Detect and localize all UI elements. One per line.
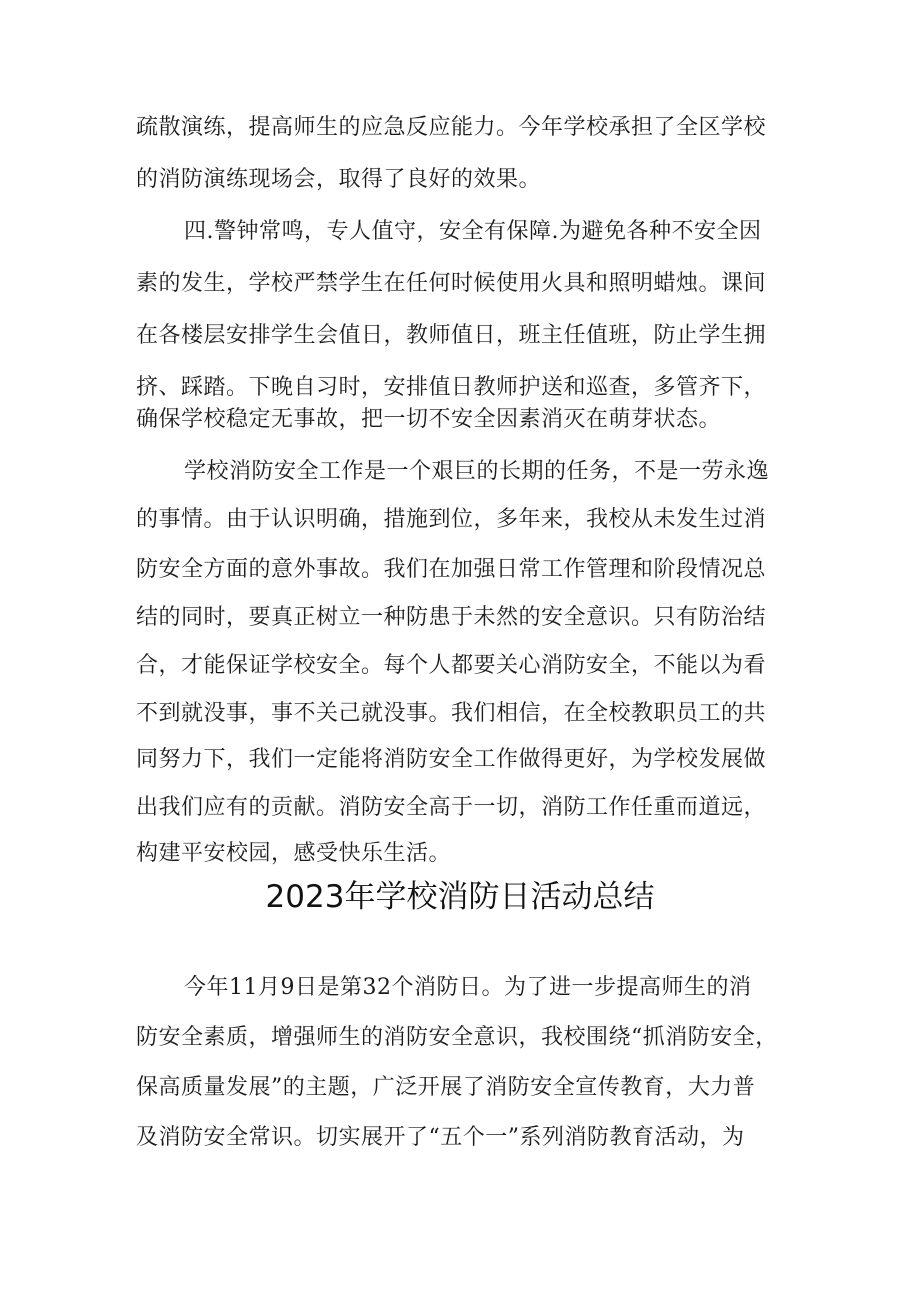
paragraph-line: 不到就没事，事不关己就没事。我们相信，在全校教职员工的共 bbox=[136, 701, 767, 726]
paragraph-line: 的事情。由于认识明确，措施到位，多年来，我校从未发生过消 bbox=[136, 507, 767, 532]
paragraph-line: 学校消防安全工作是一个艰巨的长期的任务，不是一劳永逸 bbox=[184, 459, 770, 484]
paragraph-line: 防安全素质，增强师生的消防安全意识，我校围绕“抓消防安全， bbox=[136, 1025, 778, 1050]
paragraph-line: 疏散演练，提高师生的应急反应能力。今年学校承担了全区学校 bbox=[136, 115, 767, 140]
paragraph-line: 保高质量发展”的主题，广泛开展了消防安全宣传教育，大力普 bbox=[136, 1075, 756, 1100]
paragraph-line: 今年11月9日是第32个消防日。为了进一步提高师生的消 bbox=[184, 975, 752, 1000]
paragraph-line: 的消防演练现场会，取得了良好的效果。 bbox=[136, 167, 542, 192]
paragraph-line: 及消防安全常识。切实展开了“五个一”系列消防教育活动，为 bbox=[136, 1125, 745, 1150]
paragraph-line: 结的同时，要真正树立一种防患于未然的安全意识。只有防治结 bbox=[136, 605, 767, 630]
paragraph-line: 同努力下，我们一定能将消防安全工作做得更好，为学校发展做 bbox=[136, 747, 767, 772]
paragraph-line: 素的发生，学校严禁学生在任何时候使用火具和照明蜡烛。课间 bbox=[136, 271, 767, 296]
page-title: 2023年学校消防日活动总结 bbox=[265, 879, 655, 915]
paragraph-line: 挤、踩踏。下晚自习时，安排值日教师护送和巡查，多管齐下， bbox=[136, 375, 767, 400]
paragraph-line: 合，才能保证学校安全。每个人都要关心消防安全，不能以为看 bbox=[136, 653, 767, 678]
paragraph-line: 四.警钟常鸣，专人值守，安全有保障.为避免各种不安全因 bbox=[184, 219, 762, 244]
paragraph-line: 在各楼层安排学生会值日，教师值日，班主任值班，防止学生拥 bbox=[136, 323, 767, 348]
paragraph-line: 防安全方面的意外事故。我们在加强日常工作管理和阶段情况总 bbox=[136, 557, 767, 582]
paragraph-line: 确保学校稳定无事故，把一切不安全因素消灭在萌芽状态。 bbox=[136, 407, 722, 432]
paragraph-line: 构建平安校园，感受快乐生活。 bbox=[136, 841, 452, 866]
paragraph-line: 出我们应有的贡献。消防安全高于一切，消防工作任重而道远， bbox=[136, 795, 767, 820]
